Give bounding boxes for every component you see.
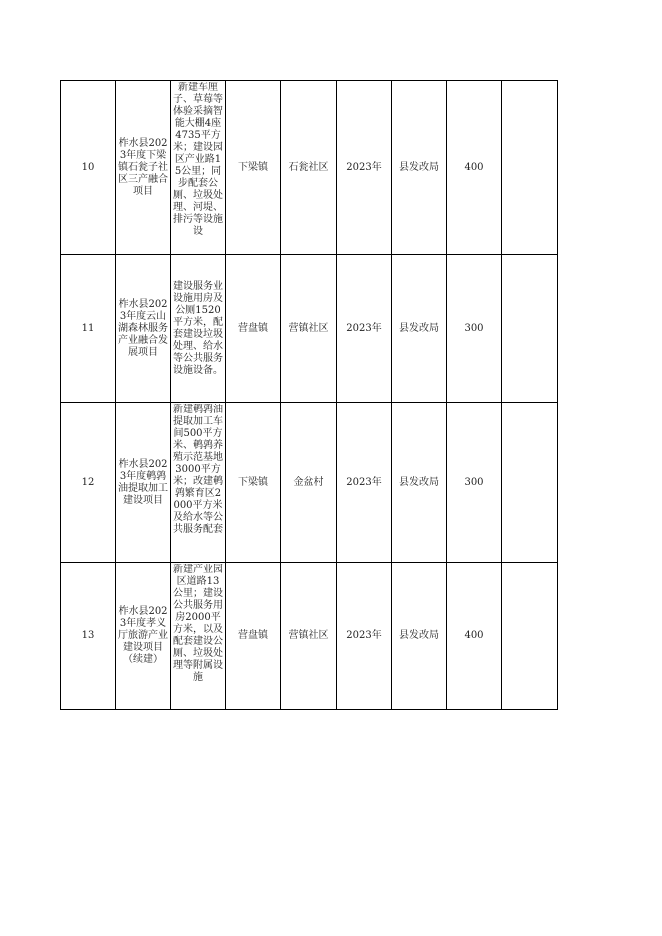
cell-content-text: 新建产业园区道路13公里；建设公共服务用房2000平方米，以及配套建设公厕、垃圾处理等附属设施 bbox=[173, 563, 223, 683]
cell-number: 10 bbox=[61, 81, 116, 255]
cell-amount: 300 bbox=[447, 403, 502, 563]
cell-number: 11 bbox=[61, 255, 116, 403]
cell-year: 2023年 bbox=[337, 255, 392, 403]
table-row bbox=[61, 81, 558, 255]
cell-content-text: 新建鹌鹑油提取加工车间500平方米、鹌鹑养殖示范基地3000平方米；改建鹌鹑繁育区2000平方米及给水等公共服务配套 bbox=[173, 403, 223, 535]
cell-department: 县发改局 bbox=[392, 81, 447, 255]
table-row bbox=[61, 255, 558, 403]
table-row bbox=[61, 563, 558, 710]
cell-year: 2023年 bbox=[337, 81, 392, 255]
cell-project-name: 柞水县2023年度下梁镇石瓮子社区三产融合项目 bbox=[116, 81, 171, 255]
cell-village: 营镇社区 bbox=[281, 255, 337, 403]
cell-town: 下梁镇 bbox=[226, 403, 281, 563]
cell-project-name: 柞水县2023年度云山湖森林服务产业融合发展项目 bbox=[116, 255, 171, 403]
cell-content bbox=[171, 255, 226, 403]
cell-number: 13 bbox=[61, 563, 116, 710]
cell-content bbox=[171, 563, 226, 710]
cell-year: 2023年 bbox=[337, 563, 392, 710]
cell-department: 县发改局 bbox=[392, 563, 447, 710]
cell-village: 金盆村 bbox=[281, 403, 337, 563]
cell-department: 县发改局 bbox=[392, 403, 447, 563]
cell-content bbox=[171, 81, 226, 255]
cell-content bbox=[171, 403, 226, 563]
cell-department: 县发改局 bbox=[392, 255, 447, 403]
cell-project-name: 柞水县2023年度孝义厅旅游产业建设项目（续建） bbox=[116, 563, 171, 710]
cell-content-text: 新建车厘子、草莓等体验采摘智能大棚4座4735平方米；建设园区产业路15公里；同步配套公厕、垃圾处理、河堤、排污等设施设 bbox=[173, 81, 223, 237]
cell-note bbox=[502, 563, 558, 710]
cell-project-name: 柞水县2023年度鹌鹑油提取加工建设项目 bbox=[116, 403, 171, 563]
cell-note bbox=[502, 255, 558, 403]
cell-content-text: 建设服务业设施用房及公厕1520平方米，配套建设垃圾处理、给水等公共服务设施设备。 bbox=[173, 280, 223, 376]
cell-town: 下梁镇 bbox=[226, 81, 281, 255]
project-table bbox=[60, 80, 558, 710]
cell-amount: 400 bbox=[447, 563, 502, 710]
cell-village: 营镇社区 bbox=[281, 563, 337, 710]
cell-town: 营盘镇 bbox=[226, 563, 281, 710]
cell-village: 石瓮社区 bbox=[281, 81, 337, 255]
cell-amount: 300 bbox=[447, 255, 502, 403]
cell-year: 2023年 bbox=[337, 403, 392, 563]
cell-note bbox=[502, 403, 558, 563]
table-row bbox=[61, 403, 558, 563]
cell-number: 12 bbox=[61, 403, 116, 563]
cell-amount: 400 bbox=[447, 81, 502, 255]
cell-note bbox=[502, 81, 558, 255]
cell-town: 营盘镇 bbox=[226, 255, 281, 403]
